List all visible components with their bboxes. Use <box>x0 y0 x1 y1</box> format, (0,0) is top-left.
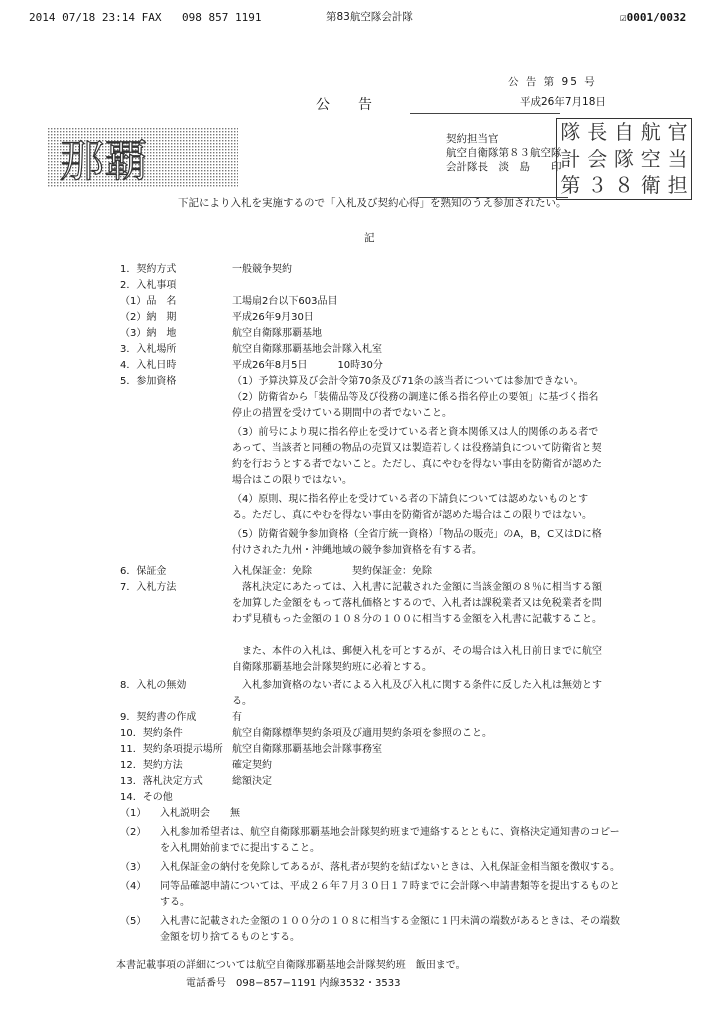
item-value: 有 <box>232 712 242 723</box>
item-label: 10．契約条件 <box>120 728 183 739</box>
item-row <box>120 774 680 790</box>
item-value: 航空自衛隊標準契約条項及び適用契約条項を参照のこと。 <box>232 728 492 739</box>
item-row <box>120 310 680 326</box>
other-item-text: 入札保証金の納付を免除してあるが、落札者が契約を結ばないときは、入札保証金相当額を徴収する。 <box>160 862 620 873</box>
issuer-role: 契約担当官 <box>446 133 499 145</box>
other-item-number: （4） <box>120 881 147 892</box>
notice-date: 平成26年7月18日 <box>520 96 606 108</box>
qualification-item: （2）防衛省から「装備品等及び役務の調達に係る指名停止の要領」に基づく指名停止の措置を受けている期間中の者でないこと。 <box>232 392 599 419</box>
other-item-number: （1） <box>120 808 147 819</box>
contact-line: 本書記載事項の詳細については航空自衛隊那覇基地会計隊契約班 飯田まで。 <box>116 960 466 971</box>
svg-text:那覇: 那覇 <box>60 136 148 187</box>
phone-line: 電話番号 098−857−1191 内線3532・3533 <box>186 978 401 989</box>
qualification-item: （5）防衛省競争参加資格（全省庁統一資格）「物品の販売」のA，B，C又はDに格付けされた九州・沖縄地域の競争参加資格を有する者。 <box>232 529 602 556</box>
item-value: （1）予算決算及び会計令第70条及び71条の該当者については参加できない。 <box>232 376 584 387</box>
item-label: （1）品 名 <box>120 296 177 307</box>
other-item-text: 入札書に記載された金額の１００分の１０８に相当する金額に１円未満の端数があるときは、その端数金額を切り捨てるものとする。 <box>160 916 620 943</box>
seal-char: 計 <box>560 146 581 171</box>
item-value: 航空自衛隊那覇基地会計隊事務室 <box>232 744 382 755</box>
item-label: 13．落札決定方式 <box>120 776 203 787</box>
item-label: 12．契約方法 <box>120 760 183 771</box>
item-value: 一般競争契約 <box>232 264 292 275</box>
item-8-value: 入札参加資格のない者による入札及び入札に関する条件に反した入札は無効とする。 <box>232 680 602 707</box>
fax-datetime: 2014 07/18 23:14 FAX <box>29 11 162 24</box>
notice-title: 公 告 <box>316 97 372 113</box>
other-list <box>120 806 620 949</box>
item-row <box>120 358 680 374</box>
other-item-number: （3） <box>120 862 147 873</box>
item-label: 9．契約書の作成 <box>120 712 197 723</box>
item-row <box>120 758 680 774</box>
qualifications <box>232 390 602 562</box>
ki-heading: 記 <box>364 232 375 244</box>
other-item <box>120 879 620 911</box>
seal-char: ８ <box>613 173 634 198</box>
item-label: 1．契約方式 <box>120 264 177 275</box>
seal-char: 担 <box>667 173 688 198</box>
item-label: 4．入札日時 <box>120 360 177 371</box>
item-value: 航空自衛隊那覇基地会計隊入札室 <box>232 344 382 355</box>
other-item-number: （2） <box>120 827 147 838</box>
divider <box>410 113 560 114</box>
issuer-name: 会計隊長 淡 島 印 <box>446 161 562 173</box>
item-label: （3）納 地 <box>120 328 177 339</box>
item-value: 平成26年9月30日 <box>232 312 314 323</box>
item-6-label: 6．保証金 <box>120 566 167 577</box>
item-row <box>120 262 680 278</box>
item-row <box>120 742 680 758</box>
item-value: 工場扇2台以下603品目 <box>232 296 338 307</box>
other-item-number: （5） <box>120 916 147 927</box>
other-item-text: 入札参加希望者は、航空自衛隊那覇基地会計隊契約班まで連絡するとともに、資格決定通知書のコピーを入札開始前までに提出すること。 <box>160 827 620 854</box>
item-row <box>120 374 680 390</box>
item-row <box>120 342 680 358</box>
item-label: 14．その他 <box>120 792 173 803</box>
seal-char: 官 <box>667 120 688 144</box>
items-list <box>120 262 680 390</box>
qualification-item: （3）前号により現に指名停止を受けている者と資本関係又は人的関係のある者であって、当該者と同種の物品の売買又は製造若しくは役務請負について防衛省と契約を行おうとする者でないこと。ただし、真にやむを得ない事由を防衛省が認めた場合はこの限りではない。 <box>232 427 602 486</box>
seal-char: 空 <box>640 146 661 171</box>
item-6-value: 入札保証金：免除 契約保証金：免除 <box>232 566 432 577</box>
item-row <box>120 710 680 726</box>
other-item-text: 入札説明会 無 <box>160 808 240 819</box>
fax-page: ☑0001/0032 <box>620 11 687 24</box>
other-item <box>120 825 620 857</box>
intro-text: 下記により入札を実施するので「入札及び契約心得」を熟知のうえ参加されたい。 <box>178 197 567 209</box>
fax-page-icon: ☑ <box>620 11 627 24</box>
item-7-p1: 落札決定にあたっては、入札書に記載された金額に当該金額の８％に相当する額を加算した金額をもって落札価格とするので、入札者は課税業者又は免税業者を問わず見積もった金額の１０８分の１００に相当する金額を入札書に記載すること。 <box>232 582 602 625</box>
seal-char: 衛 <box>640 173 661 198</box>
item-label: 5．参加資格 <box>120 376 177 387</box>
official-seal <box>556 118 692 200</box>
other-item <box>120 860 620 876</box>
seal-char: 当 <box>667 146 688 171</box>
item-row <box>120 726 680 742</box>
other-item <box>120 806 620 822</box>
official-stamp-left <box>48 128 238 188</box>
item-row <box>120 326 680 342</box>
item-value: 航空自衛隊那覇基地 <box>232 328 322 339</box>
item-8-label: 8．入札の無効 <box>120 680 187 691</box>
item-value: 確定契約 <box>232 760 272 771</box>
seal-char: 長 <box>587 120 608 144</box>
item-row <box>120 278 680 294</box>
seal-char: 隊 <box>613 146 634 171</box>
other-item-text: 同等品確認申請については、平成２６年７月３０日１７時までに会計隊へ申請書類等を提出するものとする。 <box>160 881 620 908</box>
seal-char: 自 <box>613 120 634 144</box>
seal-char: ３ <box>587 173 608 198</box>
item-label: 3．入札場所 <box>120 344 177 355</box>
fax-sender: 第83航空隊会計隊 <box>326 11 413 23</box>
seal-char: 会 <box>587 146 608 171</box>
seal-char: 第 <box>560 173 581 198</box>
item-value: 平成26年8月5日 10時30分 <box>232 360 383 371</box>
notice-number: 公 告 第 95 号 <box>508 76 597 88</box>
fax-number: 098 857 1191 <box>182 11 262 24</box>
other-item <box>120 914 620 946</box>
qualification-item: （4）原則、現に指名停止を受けている者の下請負については認めないものとする。ただし、真にやむを得ない事由を防衛省が認めた場合はこの限りではない。 <box>232 494 592 521</box>
seal-char: 隊 <box>560 120 581 144</box>
item-value: 総額決定 <box>232 776 272 787</box>
items-b-list <box>120 710 680 806</box>
item-label: 2．入札事項 <box>120 280 177 291</box>
item-7-p2: また、本件の入札は、郵便入札を可とするが、その場合は入札日前日までに航空自衛隊那覇基地会計隊契約班に必着とする。 <box>232 646 602 673</box>
item-label: 11．契約条項提示場所 <box>120 744 223 755</box>
item-row <box>120 294 680 310</box>
seal-char: 航 <box>640 120 661 144</box>
item-row <box>120 790 680 806</box>
item-7-label: 7．入札方法 <box>120 582 177 593</box>
issuer-org: 航空自衛隊第８３航空隊 <box>446 147 562 159</box>
item-label: （2）納 期 <box>120 312 177 323</box>
